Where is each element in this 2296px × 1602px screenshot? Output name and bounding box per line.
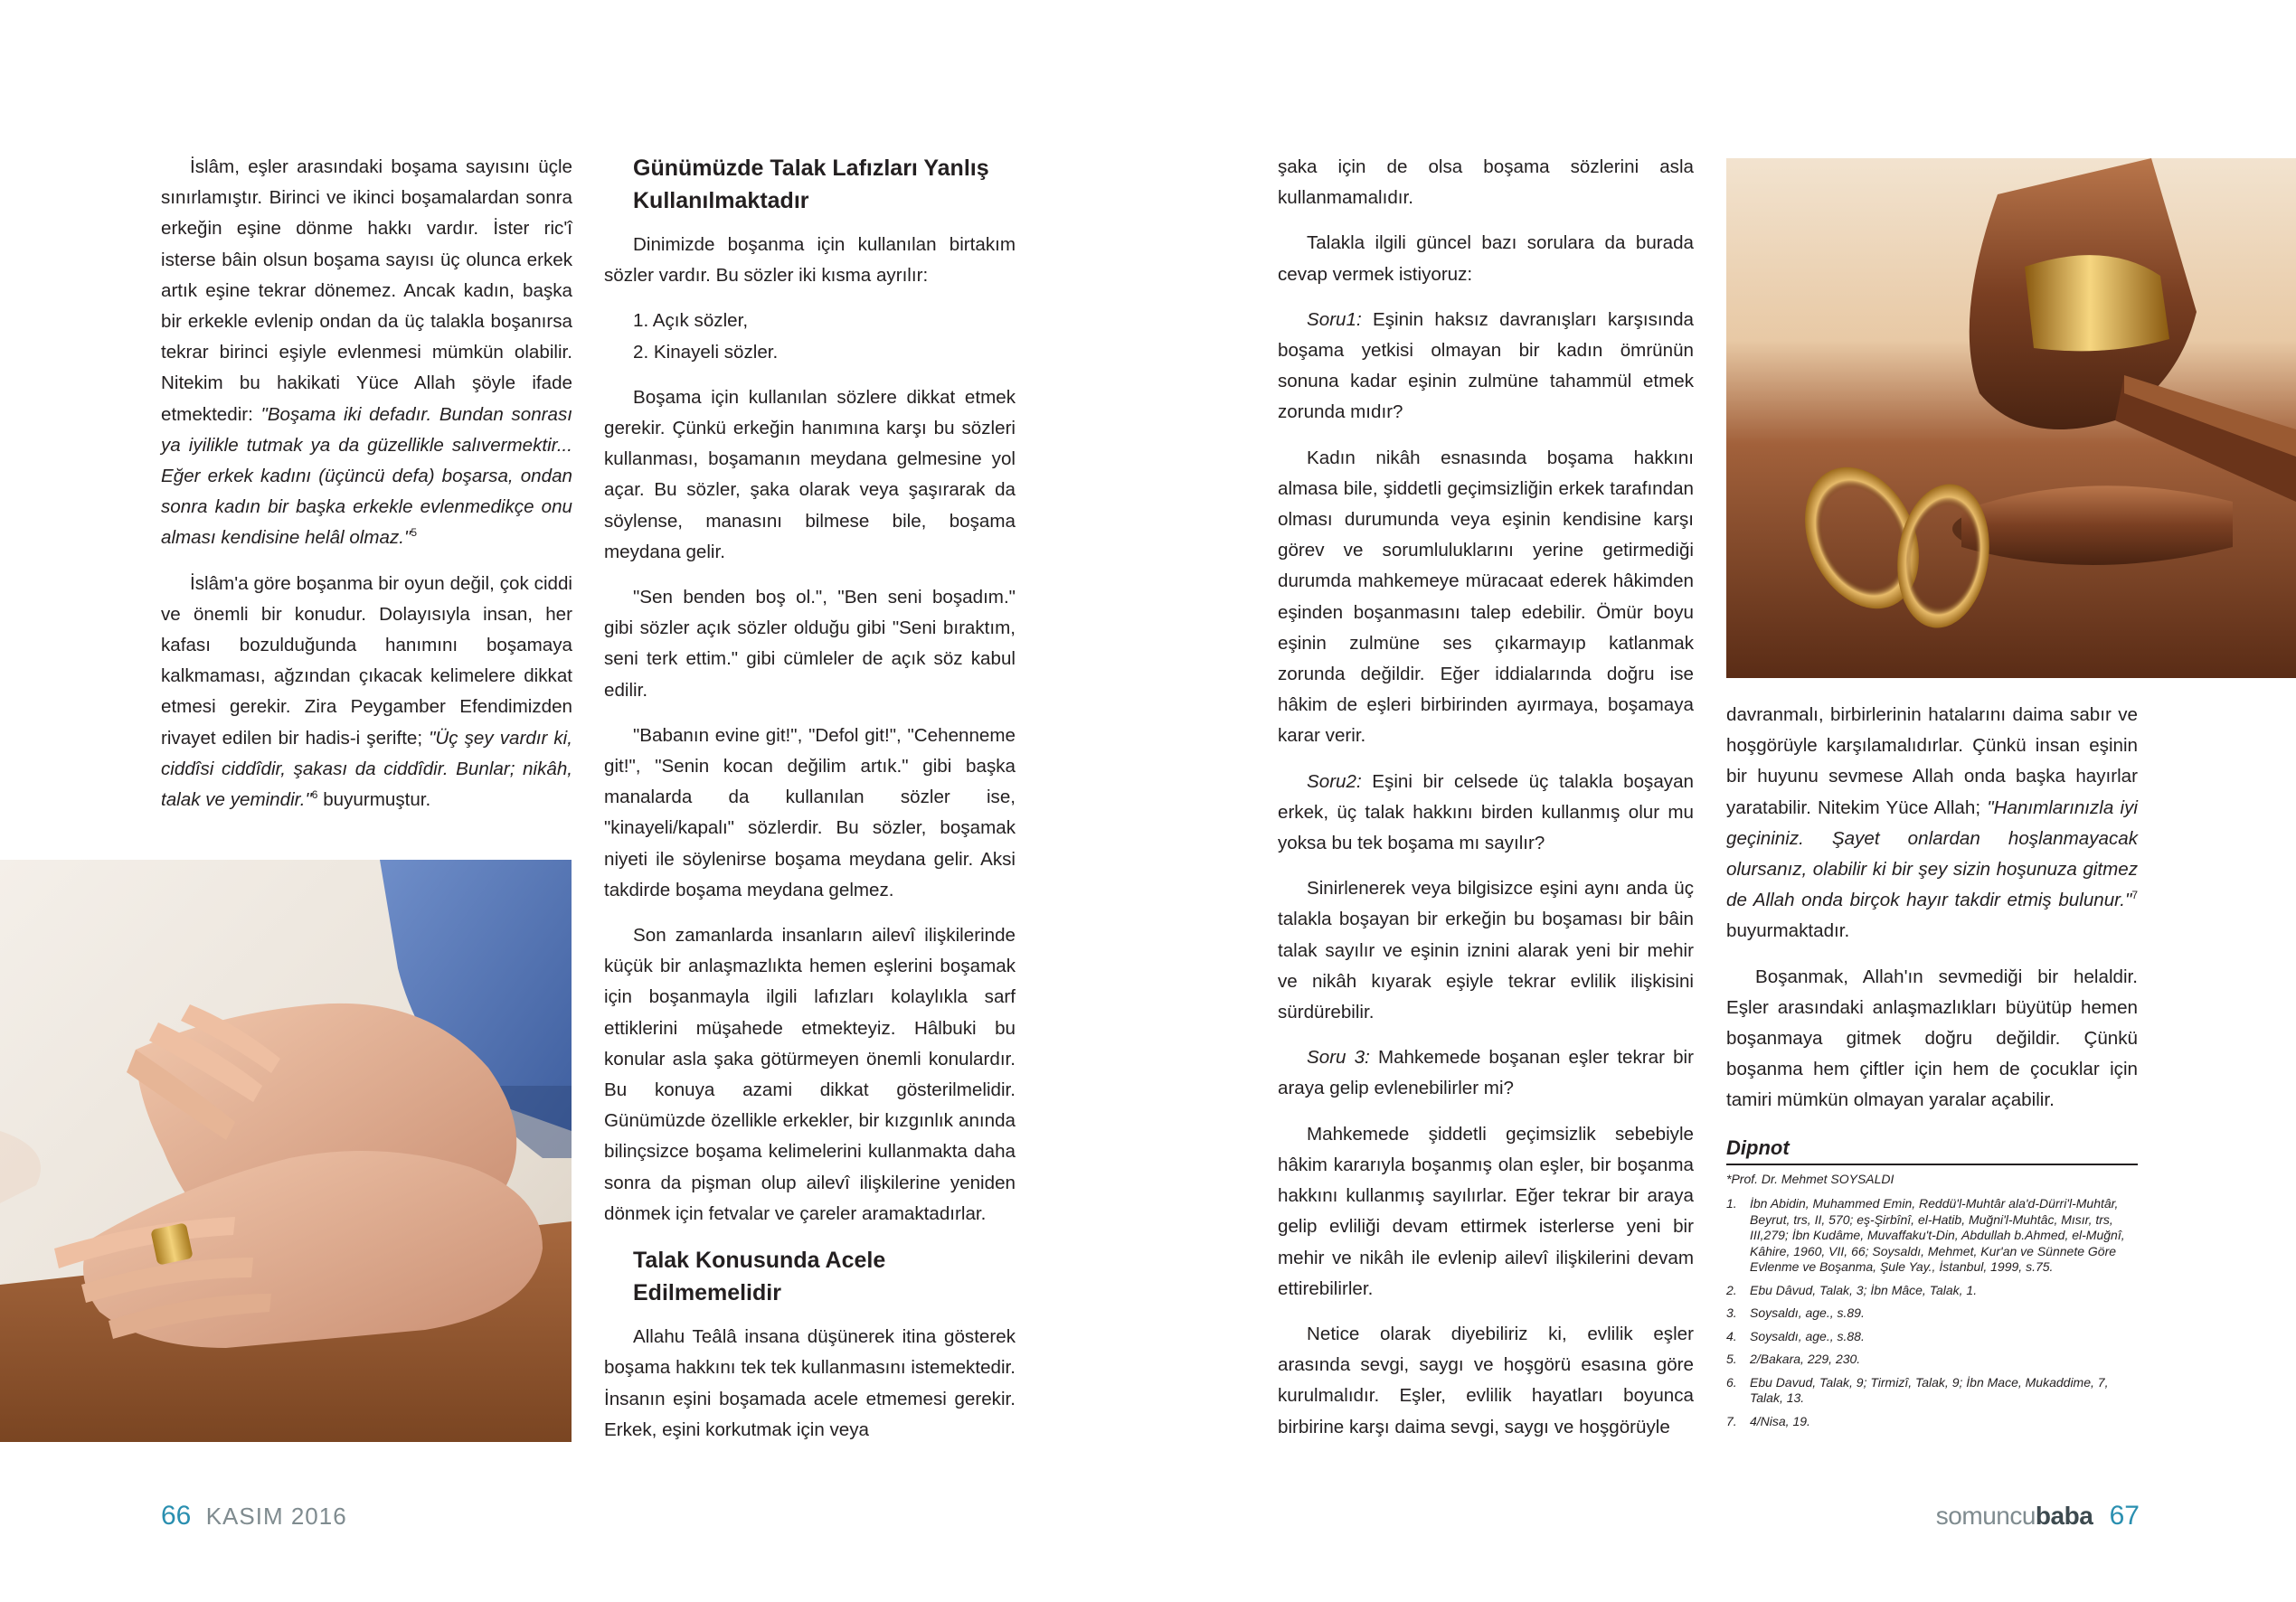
footnotes-title: Dipnot [1726, 1136, 1790, 1159]
article-column-3 [1278, 152, 1694, 1457]
footnote-item: 7. 4/Nisa, 19. [1726, 1413, 1810, 1428]
footnotes-author: *Prof. Dr. Mehmet SOYSALDI [1726, 1172, 1894, 1186]
article-column-1 [161, 152, 572, 830]
footer-right [1936, 1501, 2140, 1531]
question-paragraph: Soru 3: Mahkemede boşanan eşler tekrar bir araya gelip evlenebilirler mi? [1278, 1047, 1694, 1099]
numbered-list [604, 306, 1016, 367]
paragraph: Netice olarak diyebiliriz ki, evlilik eşler arasında sevgi, saygı ve hoşgörü esasına göre kurulmalıdır. Eşler, evlilik hayatları boyunca birbirine karşı daima sevgi, saygı ve hoşgörüyle [1278, 1323, 1694, 1437]
paragraph: Son zamanlarda insanların ailevî ilişkilerinde küçük bir anlaşmazlıkta hemen eşlerini boşamak için boşanmayla ilgili lafızları kolaylıkla sarf ettiklerini müşahede etmekteyiz. Hâlbuki bu konular asla şaka götürmeyen önemli konulardır. Bu konuya azami dikkat gösterilmelidir. Günümüzde özellikle erkekler, bir kızgınlık anında bilinçsizce boşama kelimelerini kullanmakta daha sonra da pişman olup ailevî ilişkilerine yeniden dönmek için fetvalar ve çareler aramaktadırlar. [604, 925, 1016, 1224]
section-heading: Günümüzde Talak Lafızları Yanlış Kullanılmaktadır [633, 155, 989, 213]
footnote-item: 2. Ebu Dâvud, Talak, 3; İbn Mâce, Talak, 1. [1726, 1282, 1978, 1297]
article-column-4 [1726, 700, 2138, 1131]
footnote-item: 4. Soysaldı, age., s.88. [1726, 1328, 1865, 1343]
paragraph: şaka için de olsa boşama sözlerini asla kullanmamalıdır. [1278, 156, 1694, 209]
paragraph: "Babanın evine git!", "Defol git!", "Cehenneme git!", "Senin kocan değilim artık." gibi başka manalarda da kullanılan sözler ise, "kinayeli/kapalı" sözlerdir. Bu sözler, boşamak niyeti ile söylenirse boşama meydana gelir. Aksi takdirde boşama meydana gelmez. [604, 724, 1016, 900]
footnote-item: 3. Soysaldı, age., s.89. [1726, 1305, 1865, 1320]
hands-ring-photo [0, 860, 572, 1442]
footnotes [1726, 1135, 2138, 1437]
footnote-item: 1. İbn Abidin, Muhammed Emin, Reddü'l-Muhtâr ala'd-Dürri'l-Muhtâr, Beyrut, trs, II, 570; eş-Şirbînî, el-Hatib, Muğni'l-Muhtâc, Mısır, trs, III,279; İbn Kudâme, Muvaffaku't-Din, Abdullah b.Ahmed, el-Muğnî, Kâhire, 1960, VII, 66; Soysaldı, Mehmet, Kur'an ve Sünnete Göre Evlenme ve Boşanma, Şule Yay., İstanbul, 1999, s.75. [1726, 1196, 2125, 1274]
paragraph: Sinirlenerek veya bilgisizce eşini aynı anda üç talakla boşayan bir erkeğin bu boşaması bir bâin talak sayılır ve eşinin iznini alarak yeni bir mehir ve nikâh kıyarak eşiyle tekrar evlilik ilişkisini sürdürebilir. [1278, 878, 1694, 1023]
page-number-left: 66 [161, 1501, 192, 1531]
list-item: 1. Açık sözler, [633, 310, 749, 332]
article-column-2 [604, 152, 1016, 1460]
footnote-item: 6. Ebu Davud, Talak, 9; Tirmizî, Talak, 9; İbn Mace, Mukaddime, 7, Talak, 13. [1726, 1374, 2109, 1405]
footer-left [161, 1501, 347, 1531]
paragraph: "Sen benden boş ol.", "Ben seni boşadım." gibi sözler açık sözler olduğu gibi "Seni bıraktım, seni terk ettim." gibi cümleler de açık söz kabul edilir. [604, 587, 1016, 701]
paragraph: davranmalı, birbirlerinin hatalarını daima sabır ve hoşgörüyle karşılamalıdırlar. Çünkü insan eşinin bir huyunu sevmese Allah onda başka hayırlar yaratabilir. Nitekim Yüce Allah; "Hanımlarınızla iyi geçininiz. Şayet onlardan hoşlanmayacak olursanız, olabilir ki bir şey sizin hoşunuza gitmez de Allah onda birçok hayır takdir etmiş bulunur."$^7$ buyurmaktadır. [1726, 704, 2138, 942]
gavel-rings-photo [1726, 158, 2296, 678]
paragraph: İslâm, eşler arasındaki boşama sayısını üçle sınırlamıştır. Birinci ve ikinci boşamalardan sonra erkeğin eşine dönme hakkı vardır. İster ric'î isterse bâin olsun boşama sayısı üç olunca erkek artık eşine tekrar dönemez. Ancak kadın, başka bir erkekle evlenip ondan da üç talakla boşanırsa tekrar birinci eşiyle evlenmesi mümkün olabilir. Nitekim bu hakikati Yüce Allah şöyle ifade etmektedir: "Boşama iki defadır. Bundan sonrası ya iyilikle tutmak ya da güzellikle salıvermektir... Eğer erkek kadını (üçüncü defa) boşarsa, ondan sonra kadın bir başka erkekle evlenmedikçe onu alması kendisine helâl olmaz."$^5$ [161, 156, 572, 549]
question-paragraph: Soru2: Eşini bir celsede üç talakla boşayan erkek, üç talak hakkını birden kullanmış olur mu yoksa bu tek boşama mı sayılır? [1278, 770, 1694, 854]
section-heading: Talak Konusunda Acele Edilmemelidir [633, 1248, 886, 1306]
paragraph: Boşanmak, Allah'ın sevmediği bir helaldir. Eşler arasındaki anlaşmazlıkları büyütüp hemen boşanmaya gitmek doğru değildir. Çünkü boşanma hem çiftler için hem de çocuklar için tamiri mümkün olmayan yaralar açabilir. [1726, 966, 2138, 1111]
paragraph: Talakla ilgili güncel bazı sorulara da burada cevap vermek istiyoruz: [1278, 232, 1694, 285]
paragraph: Kadın nikâh esnasında boşama hakkını almasa bile, şiddetli geçimsizliğin erkek tarafından olması durumunda veya eşinin kendisine karşı görev ve sorumluluklarını yerine getirmediği durumda mahkemeye müracaat ederek hâkimden eşinden boşanmasını talep edebilir. Ömür boyu eşinin zulmüne ses çıkarmayıp katlanmak zorunda değildir. Eğer iddialarında doğru ise hâkim de eşleri birbirinden ayırmaya, boşamaya karar verir. [1278, 447, 1694, 747]
paragraph: Mahkemede şiddetli geçimsizlik sebebiyle hâkim kararıyla boşanmış olan eşler, bir boşanma hakkını kullanmış sayılırlar. Eğer tekrar bir araya gelip evliliği devam ettirmek isterlerse yeni bir mehir ve nikâh ile evlenip ailevî ilişkilerini devam ettirebilirler. [1278, 1123, 1694, 1299]
paragraph: Allahu Teâlâ insana düşünerek itina gösterek boşama hakkını tek tek kullanmasını istemektedir. İnsanın eşini boşamada acele etmemesi gerekir. Erkek, eşini korkutmak için veya [604, 1326, 1016, 1440]
paragraph: İslâm'a göre boşanma bir oyun değil, çok ciddi ve önemli bir konudur. Dolayısıyla insan, her kafası bozulduğunda hanımını boşamaya kalkmaması, ağzından çıkacak kelimelere dikkat etmesi gerekir. Zira Peygamber Efendimizden rivayet edilen bir hadis-i şerifte; "Üç şey vardır ki, ciddîsi ciddîdir, şakası da ciddîdir. Bunlar; nikâh, talak ve yemindir."$^6$ buyurmuştur. [161, 572, 572, 811]
issue-date: KASIM 2016 [205, 1503, 347, 1530]
footnote-list [1726, 1196, 2138, 1429]
paragraph: Boşama için kullanılan sözlere dikkat etmek gerekir. Çünkü erkeğin hanımına karşı bu sözleri kullanması, boşamanın meydana gelmesine yol açar. Bu sözler, şaka olarak veya şaşırarak da söylense, manasını bilmese bile, boşama meydana gelir. [604, 386, 1016, 562]
page-number-right: 67 [2109, 1501, 2140, 1531]
list-item: 2. Kinayeli sözler. [633, 341, 779, 363]
footnote-item: 5. 2/Bakara, 229, 230. [1726, 1352, 1861, 1366]
footnotes-divider [1726, 1164, 2138, 1165]
question-paragraph: Soru1: Eşinin haksız davranışları karşısında boşama yetkisi olmayan bir kadın ömrünün sonuna kadar eşinin zulmüne tahammül etmek zorunda mıdır? [1278, 308, 1694, 423]
magazine-brand: somuncubaba [1935, 1502, 2093, 1530]
paragraph: Dinimizde boşanma için kullanılan birtakım sözler vardır. Bu sözler iki kısma ayrılır: [604, 234, 1016, 287]
